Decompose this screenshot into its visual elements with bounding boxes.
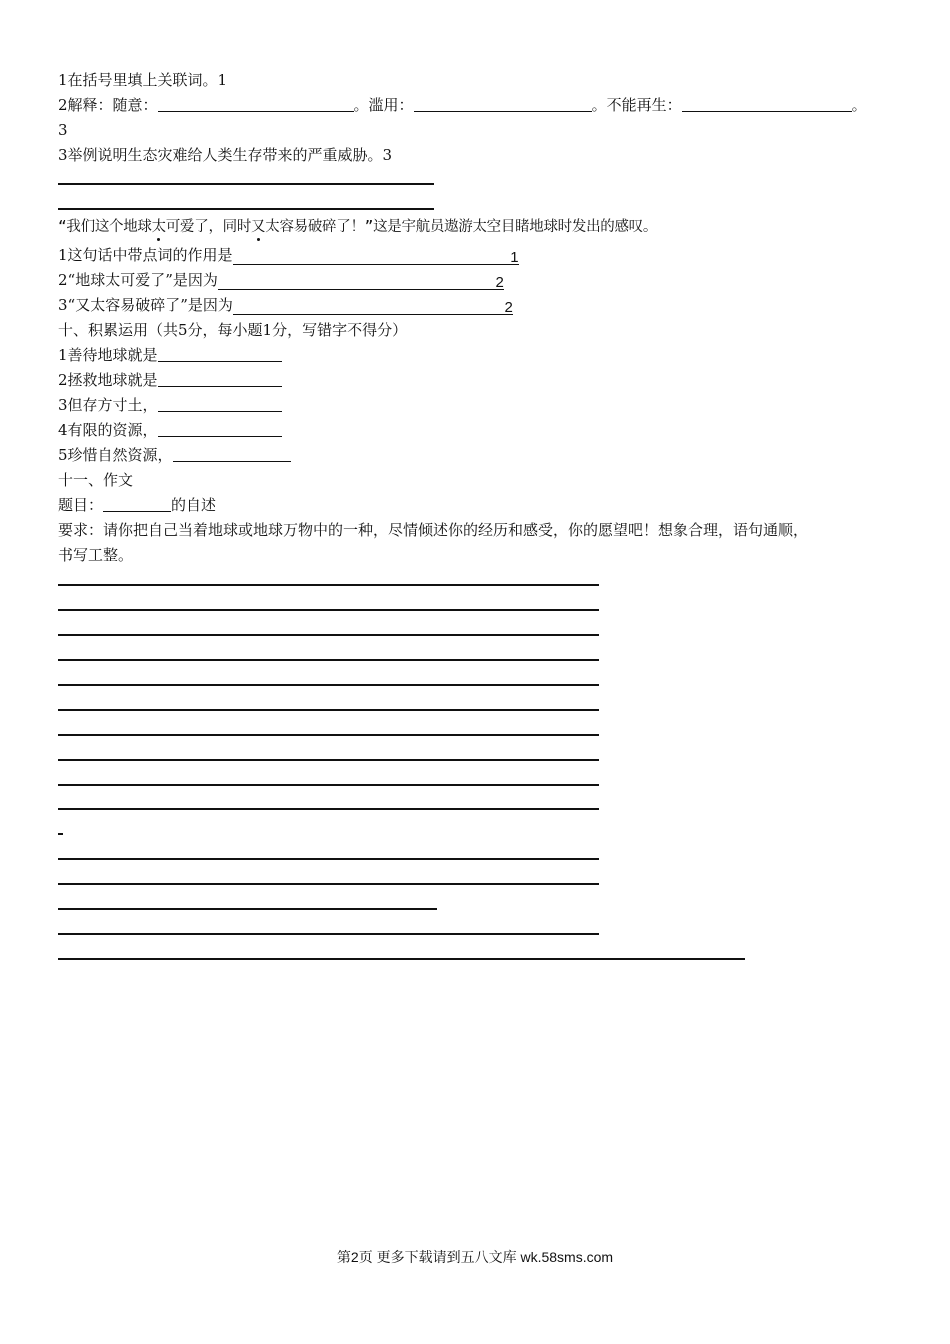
score-marker: 1 bbox=[510, 249, 519, 266]
writing-line[interactable] bbox=[58, 808, 599, 810]
writing-line[interactable] bbox=[58, 584, 599, 586]
sub-question-label: 1这句话中带点词的作用是 bbox=[58, 246, 233, 264]
writing-line-fragment bbox=[58, 833, 63, 835]
question-2 bbox=[58, 95, 867, 115]
answer-blank[interactable] bbox=[158, 420, 282, 437]
answer-blank[interactable] bbox=[218, 273, 504, 290]
writing-line[interactable] bbox=[58, 609, 599, 611]
emphasis-dot bbox=[257, 238, 260, 241]
quote-sentence bbox=[58, 217, 657, 237]
question-2-end: 。 bbox=[851, 96, 867, 114]
sub-question-label: 3“又太容易破碎了”是因为 bbox=[58, 296, 233, 314]
writing-line[interactable] bbox=[58, 684, 599, 686]
essay-title-label: 题目： bbox=[58, 496, 104, 514]
answer-blank-suiyi[interactable] bbox=[158, 95, 354, 112]
section-11-heading: 十一、作文 bbox=[58, 471, 134, 489]
essay-title bbox=[58, 495, 216, 515]
answer-blank[interactable] bbox=[173, 445, 291, 462]
answer-blank[interactable] bbox=[158, 345, 282, 362]
essay-requirement-line1: 要求：请你把自己当着地球或地球万物中的一种，尽情倾述你的经历和感受，你的愿望吧！想象合理，语句通顺， bbox=[58, 521, 809, 539]
accumulation-item bbox=[58, 345, 282, 365]
score-marker: 2 bbox=[495, 274, 504, 291]
answer-blank[interactable] bbox=[233, 248, 519, 265]
question-2-score: 3 bbox=[58, 121, 68, 139]
page-footer: 第2页 更多下载请到五八文库 wk.58sms.com bbox=[336, 1249, 614, 1265]
writing-line[interactable] bbox=[58, 958, 745, 960]
writing-line[interactable] bbox=[58, 784, 599, 786]
sub-question-2 bbox=[58, 270, 504, 290]
question-2-mid2: 。不能再生： bbox=[591, 96, 682, 114]
writing-line[interactable] bbox=[58, 933, 599, 935]
writing-line[interactable] bbox=[58, 734, 599, 736]
accumulation-item bbox=[58, 420, 282, 440]
writing-line[interactable] bbox=[58, 858, 599, 860]
answer-blank-bunengzaisheng[interactable] bbox=[682, 95, 852, 112]
item-label: 4有限的资源， bbox=[58, 421, 158, 439]
writing-line[interactable] bbox=[58, 659, 599, 661]
dotted-word-tai bbox=[152, 217, 166, 237]
sub-question-3 bbox=[58, 295, 513, 315]
dotted-word-you bbox=[251, 217, 265, 237]
sub-question-1 bbox=[58, 245, 519, 265]
writing-line[interactable] bbox=[58, 634, 599, 636]
question-3: 3举例说明生态灾难给人类生存带来的严重威胁。3 bbox=[58, 146, 393, 164]
accumulation-item bbox=[58, 445, 291, 465]
quote-part: 太容易破碎了！”这是宇航员遨游太空目睹地球时发出的感叹。 bbox=[265, 219, 658, 235]
dotted-char: 又 bbox=[251, 219, 266, 235]
answer-blank-lanyong[interactable] bbox=[414, 95, 592, 112]
question-2-mid1: 。滥用： bbox=[353, 96, 414, 114]
sub-question-label: 2“地球太可爱了”是因为 bbox=[58, 271, 218, 289]
answer-blank[interactable] bbox=[158, 370, 282, 387]
answer-line[interactable] bbox=[58, 208, 434, 210]
essay-title-suffix: 的自述 bbox=[171, 496, 217, 514]
accumulation-item bbox=[58, 395, 282, 415]
answer-line[interactable] bbox=[58, 183, 434, 185]
dotted-char: 太 bbox=[151, 219, 166, 235]
score-marker: 2 bbox=[504, 299, 513, 316]
item-label: 5珍惜自然资源， bbox=[58, 446, 173, 464]
writing-line[interactable] bbox=[58, 709, 599, 711]
writing-line[interactable] bbox=[58, 908, 437, 910]
quote-part: “我们这个地球 bbox=[58, 219, 152, 235]
section-10-heading: 十、积累运用（共5分，每小题1分，写错字不得分） bbox=[58, 321, 408, 339]
item-label: 2拯救地球就是 bbox=[58, 371, 158, 389]
essay-requirement-line2: 书写工整。 bbox=[58, 546, 134, 564]
question-1: 1在括号里填上关联词。1 bbox=[58, 71, 228, 89]
writing-line[interactable] bbox=[58, 759, 599, 761]
writing-line[interactable] bbox=[58, 883, 599, 885]
emphasis-dot bbox=[157, 238, 160, 241]
answer-blank[interactable] bbox=[158, 395, 282, 412]
quote-part: 可爱了，同时 bbox=[165, 219, 252, 235]
accumulation-item bbox=[58, 370, 282, 390]
question-2-label: 2解释：随意： bbox=[58, 96, 158, 114]
answer-blank[interactable] bbox=[233, 298, 513, 315]
essay-title-blank[interactable] bbox=[103, 495, 171, 512]
item-label: 3但存方寸土， bbox=[58, 396, 158, 414]
item-label: 1善待地球就是 bbox=[58, 346, 158, 364]
